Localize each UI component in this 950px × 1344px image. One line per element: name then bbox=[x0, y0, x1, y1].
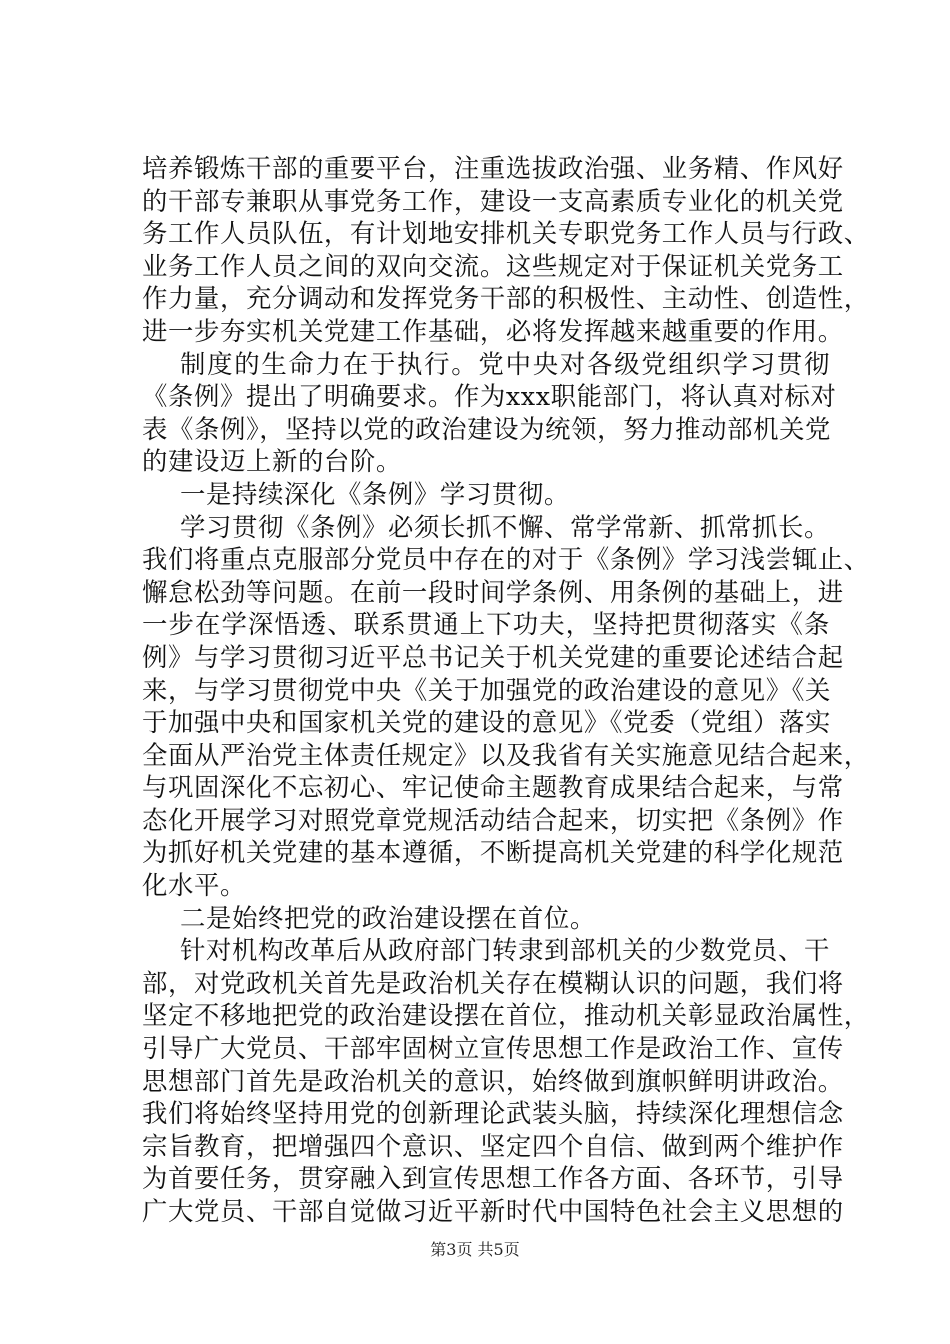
text-line: 于加强中央和国家机关党的建设的意见》《党委（党组）落实 bbox=[142, 707, 832, 738]
text-line: 我们将重点克服部分党员中存在的对于《条例》学习浅尝辄止、 bbox=[142, 544, 870, 575]
text-line: 思想部门首先是政治机关的意识，始终做到旗帜鲜明讲政治。 bbox=[142, 1065, 844, 1096]
text-line: 部，对党政机关首先是政治机关存在模糊认识的问题，我们将 bbox=[142, 967, 844, 998]
text-line: 二是始终把党的政治建设摆在首位。 bbox=[180, 902, 596, 933]
text-line: 一是持续深化《条例》学习贯彻。 bbox=[180, 478, 570, 509]
text-line: 懈怠松劲等问题。在前一段时间学条例、用条例的基础上，进 bbox=[142, 576, 844, 607]
text-line: 我们将始终坚持用党的创新理论武装头脑，持续深化理想信念 bbox=[142, 1098, 844, 1129]
text-line: 务工作人员队伍，有计划地安排机关专职党务工作人员与行政、 bbox=[142, 218, 870, 249]
text-line: 业务工作人员之间的双向交流。这些规定对于保证机关党务工 bbox=[142, 250, 844, 281]
text-line: 宗旨教育，把增强四个意识、坚定四个自信、做到两个维护作 bbox=[142, 1130, 844, 1161]
text-line: 引导广大党员、干部牢固树立宣传思想工作是政治工作、宣传 bbox=[142, 1033, 844, 1064]
text-line: 进一步夯实机关党建工作基础，必将发挥越来越重要的作用。 bbox=[142, 315, 844, 346]
text-line: 的建设迈上新的台阶。 bbox=[142, 446, 402, 477]
text-line: 来，与学习贯彻党中央《关于加强党的政治建设的意见》《关 bbox=[142, 674, 832, 705]
text-line: 与巩固深化不忘初心、牢记使命主题教育成果结合起来，与常 bbox=[142, 772, 844, 803]
text-line: 的干部专兼职从事党务工作，建设一支高素质专业化的机关党 bbox=[142, 185, 844, 216]
text-line: 针对机构改革后从政府部门转隶到部机关的少数党员、干 bbox=[180, 935, 830, 966]
text-line: 全面从严治党主体责任规定》以及我省有关实施意见结合起来， bbox=[142, 739, 870, 770]
text-line: 表《条例》，坚持以党的政治建设为统领，努力推动部机关党 bbox=[142, 413, 832, 444]
text-line: 学习贯彻《条例》必须长抓不懈、常学常新、抓常抓长。 bbox=[180, 511, 830, 542]
document-body bbox=[142, 152, 870, 1228]
page-indicator: 第3页 共5页 bbox=[430, 1240, 520, 1259]
text-line: 制度的生命力在于执行。党中央对各级党组织学习贯彻 bbox=[180, 348, 830, 379]
text-line: 广大党员、干部自觉做习近平新时代中国特色社会主义思想的 bbox=[142, 1196, 844, 1226]
text-line: 为首要任务，贯穿融入到宣传思想工作各方面、各环节，引导 bbox=[142, 1163, 844, 1194]
text-line: 作力量，充分调动和发挥党务干部的积极性、主动性、创造性， bbox=[142, 283, 870, 314]
text-line: 为抓好机关党建的基本遵循，不断提高机关党建的科学化规范 bbox=[142, 837, 844, 868]
text-line: 化水平。 bbox=[142, 870, 246, 901]
text-line: 培养锻炼干部的重要平台，注重选拔政治强、业务精、作风好 bbox=[142, 153, 844, 183]
text-line: 例》与学习贯彻习近平总书记关于机关党建的重要论述结合起 bbox=[142, 641, 844, 672]
page-number-footer bbox=[0, 1240, 950, 1260]
text-line: 坚定不移地把党的政治建设摆在首位，推动机关彰显政治属性， bbox=[142, 1000, 870, 1031]
text-line: 《条例》提出了明确要求。作为xxx职能部门，将认真对标对 bbox=[142, 381, 837, 412]
text-line: 态化开展学习对照党章党规活动结合起来，切实把《条例》作 bbox=[142, 804, 844, 835]
text-line: 一步在学深悟透、联系贯通上下功夫，坚持把贯彻落实《条 bbox=[142, 609, 830, 640]
